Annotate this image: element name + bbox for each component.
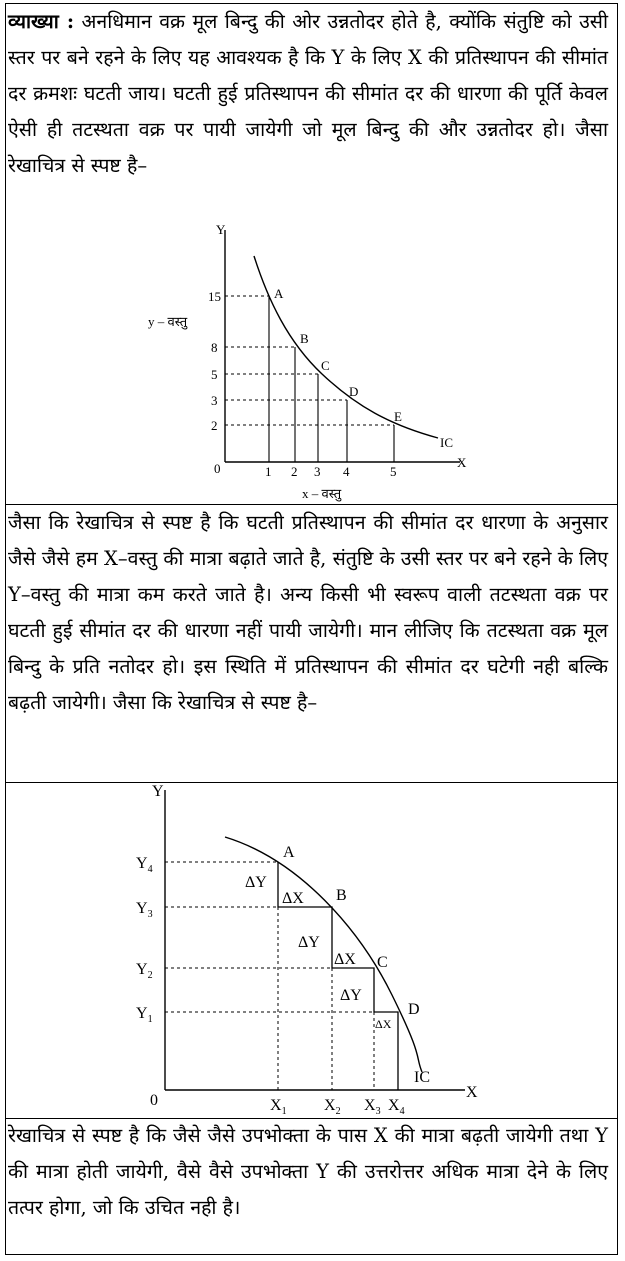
figure-convex-ic — [140, 222, 480, 507]
fig2-y-tick-3: $Y_3$ — [136, 900, 153, 920]
fig1-point-c: C — [321, 358, 330, 373]
fig2-delta-y-2: ΔY — [298, 934, 320, 951]
fig1-point-a: A — [274, 286, 284, 301]
fig2-x-tick-3: $X_3$ — [364, 1097, 381, 1117]
fig2-point-c: C — [377, 954, 388, 971]
fig2-delta-x-2: ΔX — [334, 951, 356, 968]
fig1-point-b: B — [300, 331, 309, 346]
fig1-y-tick-15: 15 — [208, 289, 221, 304]
fig1-origin: 0 — [214, 461, 221, 476]
fig2-x-tick-1: $X_1$ — [270, 1097, 287, 1117]
fig1-x-tick-2: 2 — [291, 464, 298, 479]
fig1-y-tick-5: 5 — [211, 367, 218, 382]
fig1-curve-label: IC — [440, 435, 453, 450]
fig2-y-tick-1: $Y_1$ — [136, 1005, 153, 1025]
fig2-point-b: B — [336, 887, 347, 904]
paragraph-1-text: अनधिमान वक्र मूल बिन्दु की ओर उन्नतोदर होते है, क्योंकि संतुष्टि को उसी स्तर पर बने रहने के लिए यह आवश्यक है कि Y के लिए X की प्रतिस्थापन की सीमांत दर क्रमशः घटती जाय। घटती हुई प्रतिस्थापन की सीमांत दर की धारणा की पूर्ति केवल ऐसी ही तटस्थता वक्र पर पायी जायेगी जो मूल बिन्दु की और उन्नतोदर हो। जैसा रेखाचित्र से स्पष्ट है– — [8, 10, 609, 177]
paragraph-explanation — [8, 4, 608, 184]
fig2-origin: 0 — [150, 1092, 158, 1109]
paragraph-2: जैसा कि रेखाचित्र से स्पष्ट है कि घटती प्रतिस्थापन की सीमांत दर धारणा के अनुसार जैसे जैसे हम X–वस्तु की मात्रा बढ़ाते जाते है, संतुष्टि के उसी स्तर पर बने रहने के लिए Y–वस्तु की मात्रा कम करते जाते है। अन्य किसी भी स्वरूप वाली तटस्थता वक्र पर घटती हुई सीमांत दर की धारणा नहीं पायी जायेगी। मान लीजिए कि तटस्थता वक्र मूल बिन्दु के प्रति नतोदर हो। इस स्थिति में प्रतिस्थापन की सीमांत दर घटेगी नही बल्कि बढ़ती जायेगी। जैसा कि रेखाचित्र से स्पष्ट है– — [8, 511, 608, 714]
fig1-y-tick-8: 8 — [211, 340, 218, 355]
fig1-y-tick-2: 2 — [211, 418, 218, 433]
fig1-point-d: D — [349, 384, 359, 399]
fig2-y-tick-4: $Y_4$ — [136, 855, 153, 875]
fig2-delta-y-3: ΔY — [340, 987, 362, 1004]
explanation-heading: व्याख्या : — [8, 10, 75, 33]
fig1-x-tick-3: 3 — [314, 464, 321, 479]
fig1-x-tick-4: 4 — [343, 464, 350, 479]
fig1-x-tick-1: 1 — [265, 464, 272, 479]
fig2-delta-x-3: ΔX — [375, 1017, 392, 1031]
fig2-point-a: A — [283, 844, 295, 861]
fig2-indifference-curve — [225, 837, 422, 1072]
fig2-curve-label: IC — [414, 1069, 430, 1086]
fig1-point-e: E — [394, 409, 402, 424]
fig2-point-d: D — [408, 1001, 420, 1018]
fig2-y-axis-letter: Y — [152, 783, 164, 800]
paragraph-3: रेखाचित्र से स्पष्ट है कि जैसे जैसे उपभोक्ता के पास X की मात्रा बढ़ती जायेगी तथा Y की मात्रा होती जायेगी, वैसे वैसे उपभोक्ता Y की उत्तरोत्तर अधिक मात्रा देने के लिए तत्पर होगा, जो कि उचित नही है। — [8, 1124, 608, 1219]
fig2-x-tick-2: $X_2$ — [324, 1097, 341, 1117]
fig1-x-label: x – वस्तु — [302, 486, 342, 501]
fig1-y-axis-letter: Y — [216, 222, 226, 237]
fig1-y-label: y – वस्तु — [148, 314, 188, 329]
fig2-y-tick-2: $Y_2$ — [136, 961, 153, 981]
fig2-delta-x-1: ΔX — [282, 890, 304, 907]
fig2-x-axis-letter: X — [466, 1084, 478, 1101]
figure-concave-ic — [130, 780, 500, 1118]
fig1-x-axis-letter: X — [457, 455, 467, 470]
fig2-delta-y-1: ΔY — [245, 874, 267, 891]
fig1-y-tick-3: 3 — [211, 393, 218, 408]
fig2-x-tick-4: $X_4$ — [388, 1097, 405, 1117]
fig1-x-tick-5: 5 — [390, 464, 397, 479]
